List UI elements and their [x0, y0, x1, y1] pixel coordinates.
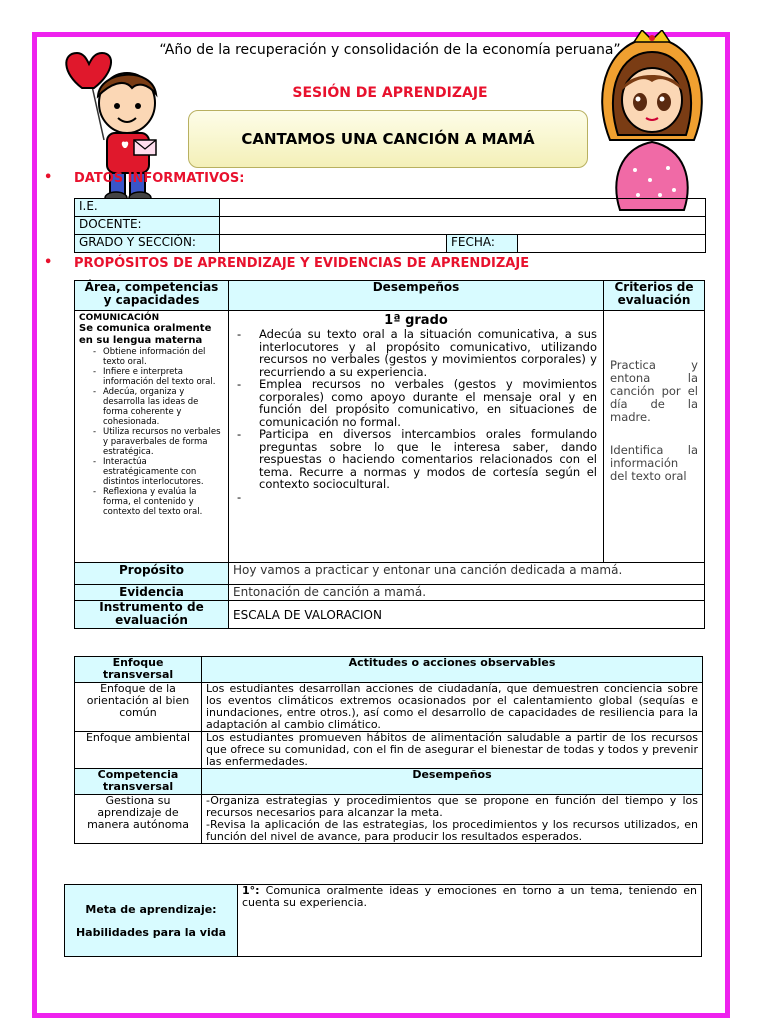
- habilidades-label: Habilidades para la vida: [75, 925, 227, 939]
- area-cell: [75, 311, 229, 563]
- desempenos-cell: [229, 311, 604, 563]
- header-area: Área, competencias y capacidades: [75, 281, 229, 311]
- criterio-item: Identifica la información del texto oral: [610, 443, 698, 483]
- desempeno-item: - Emplea recursos no verbales (gestos y movimientos corporales) como apoyo durante el mensaje oral y en función del propósito comunicativo, en situaciones de comunicación no formal.: [235, 378, 597, 428]
- bullet-icon: •: [44, 170, 53, 185]
- transversal-table: [74, 656, 703, 844]
- enfoque-header: Enfoque transversal: [75, 657, 202, 683]
- section-heading-purposes-label: PROPÓSITOS DE APRENDIZAJE Y EVIDENCIAS DE APRENDIZAJE: [74, 256, 530, 271]
- competencia-text-1: -Organiza estrategias y procedimientos que se propone en función del tiempo y los recursos necesarios para alcanzar la meta.: [206, 794, 698, 819]
- criterio-item: Practica y entona la canción por el día de la madre.: [610, 358, 698, 424]
- actitudes-header: Actitudes o acciones observables: [202, 657, 703, 683]
- enfoque-name: Enfoque ambiental: [75, 732, 202, 769]
- desempeno-item: - Adecúa su texto oral a la situación comunicativa, a sus interlocutores y al propósito comunicativo, utilizando recursos no verbales (gestos y movimientos corporales) y recurriendo a su experiencia.: [235, 328, 597, 378]
- header-criterios: Criterios de evaluación: [604, 281, 705, 311]
- docente-label: DOCENTE:: [75, 217, 220, 235]
- meta-value: [238, 885, 702, 957]
- evidencia-label: Evidencia: [75, 585, 229, 601]
- competencia-desempenos-header: Desempeños: [202, 769, 703, 795]
- competencia-header: Competencia transversal: [75, 769, 202, 795]
- meta-label: Meta de aprendizaje:: [85, 902, 217, 916]
- capacidad-item: - Interactúa estratégicamente con distintos interlocutores.: [93, 457, 224, 487]
- competencia-text-2: -Revisa la aplicación de las estrategias, los procedimientos y los recursos utilizados, en función del nivel de avance, para producir los resultados esperados.: [206, 818, 698, 843]
- info-table: [74, 198, 706, 253]
- capacidad-item: - Infiere e interpreta información del texto oral.: [93, 367, 224, 387]
- competencia-text: [202, 795, 703, 844]
- header-desempenos: Desempeños: [229, 281, 604, 311]
- section-heading-purposes: [44, 255, 530, 271]
- session-title: SESIÓN DE APRENDIZAJE: [292, 85, 488, 101]
- area-title: COMUNICACIÓN: [79, 313, 160, 323]
- enfoque-text: Los estudiantes promueven hábitos de alimentación saludable a partir de los recursos que ofrece su comunidad, con el fin de asegurar el bienestar de todas y todos y prevenir las enfermedades.: [202, 732, 703, 769]
- capacidades-list: [79, 347, 224, 517]
- meta-table: [64, 884, 702, 957]
- competencia-title: Se comunica oralmente en su lengua materna: [79, 323, 212, 346]
- capacidad-item: - Adecúa, organiza y desarrolla las ideas de forma coherente y cohesionada.: [93, 387, 224, 427]
- enfoque-name: Enfoque de la orientación al bien común: [75, 683, 202, 732]
- meta-text: Comunica oralmente ideas y emociones en torno a un tema, teniendo en cuenta su experiencia.: [242, 884, 697, 909]
- meta-grade: 1°:: [242, 884, 260, 897]
- docente-value[interactable]: [220, 217, 706, 235]
- ie-label: I.E.: [75, 199, 220, 217]
- competencia-name: Gestiona su aprendizaje de manera autónoma: [75, 795, 202, 844]
- section-heading-informative-label: DATOS INFORMATIVOS:: [74, 171, 245, 186]
- evidencia-value: Entonación de canción a mamá.: [229, 585, 705, 601]
- capacidad-item: - Utiliza recursos no verbales y paraverbales de forma estratégica.: [93, 427, 224, 457]
- lesson-title-banner: [188, 110, 588, 168]
- lesson-title: CANTAMOS UNA CANCIÓN A MAMÁ: [241, 130, 535, 148]
- desempeno-item: - Participa en diversos intercambios orales formulando preguntas sobre lo que le interesa saber, dando respuestas o haciendo comentarios relacionados con el tema. Recurre a normas y modos de cortesía según el contexto sociocultural.: [235, 428, 597, 491]
- purposes-table: [74, 280, 705, 629]
- grade-heading: 1ª grado: [384, 313, 448, 328]
- fecha-label: FECHA:: [447, 235, 518, 253]
- meta-labels: [65, 885, 238, 957]
- instrumento-label: Instrumento de evaluación: [75, 601, 229, 629]
- grado-label: GRADO Y SECCIÓN:: [75, 235, 220, 253]
- proposito-value: Hoy vamos a practicar y entonar una canción dedicada a mamá.: [229, 563, 705, 585]
- proposito-label: Propósito: [75, 563, 229, 585]
- national-motto: “Año de la recuperación y consolidación de la economía peruana”: [159, 42, 621, 58]
- grado-value[interactable]: [220, 235, 447, 253]
- bullet-icon: •: [44, 255, 53, 270]
- fecha-value[interactable]: [518, 235, 706, 253]
- section-heading-informative: [44, 170, 245, 186]
- ie-value[interactable]: [220, 199, 706, 217]
- capacidad-item: - Obtiene información del texto oral.: [93, 347, 224, 367]
- criterios-cell: [604, 311, 705, 563]
- capacidad-item: - Reflexiona y evalúa la forma, el contenido y contexto del texto oral.: [93, 487, 224, 517]
- enfoque-text: Los estudiantes desarrollan acciones de ciudadanía, que demuestren conciencia sobre los eventos climáticos extremos ocasionados por el calentamiento global (sequías e inundaciones, entre otros.), así como el desarrollo de capacidades de resiliencia para la adaptación al cambio climático.: [202, 683, 703, 732]
- instrumento-value: ESCALA DE VALORACION: [229, 601, 705, 629]
